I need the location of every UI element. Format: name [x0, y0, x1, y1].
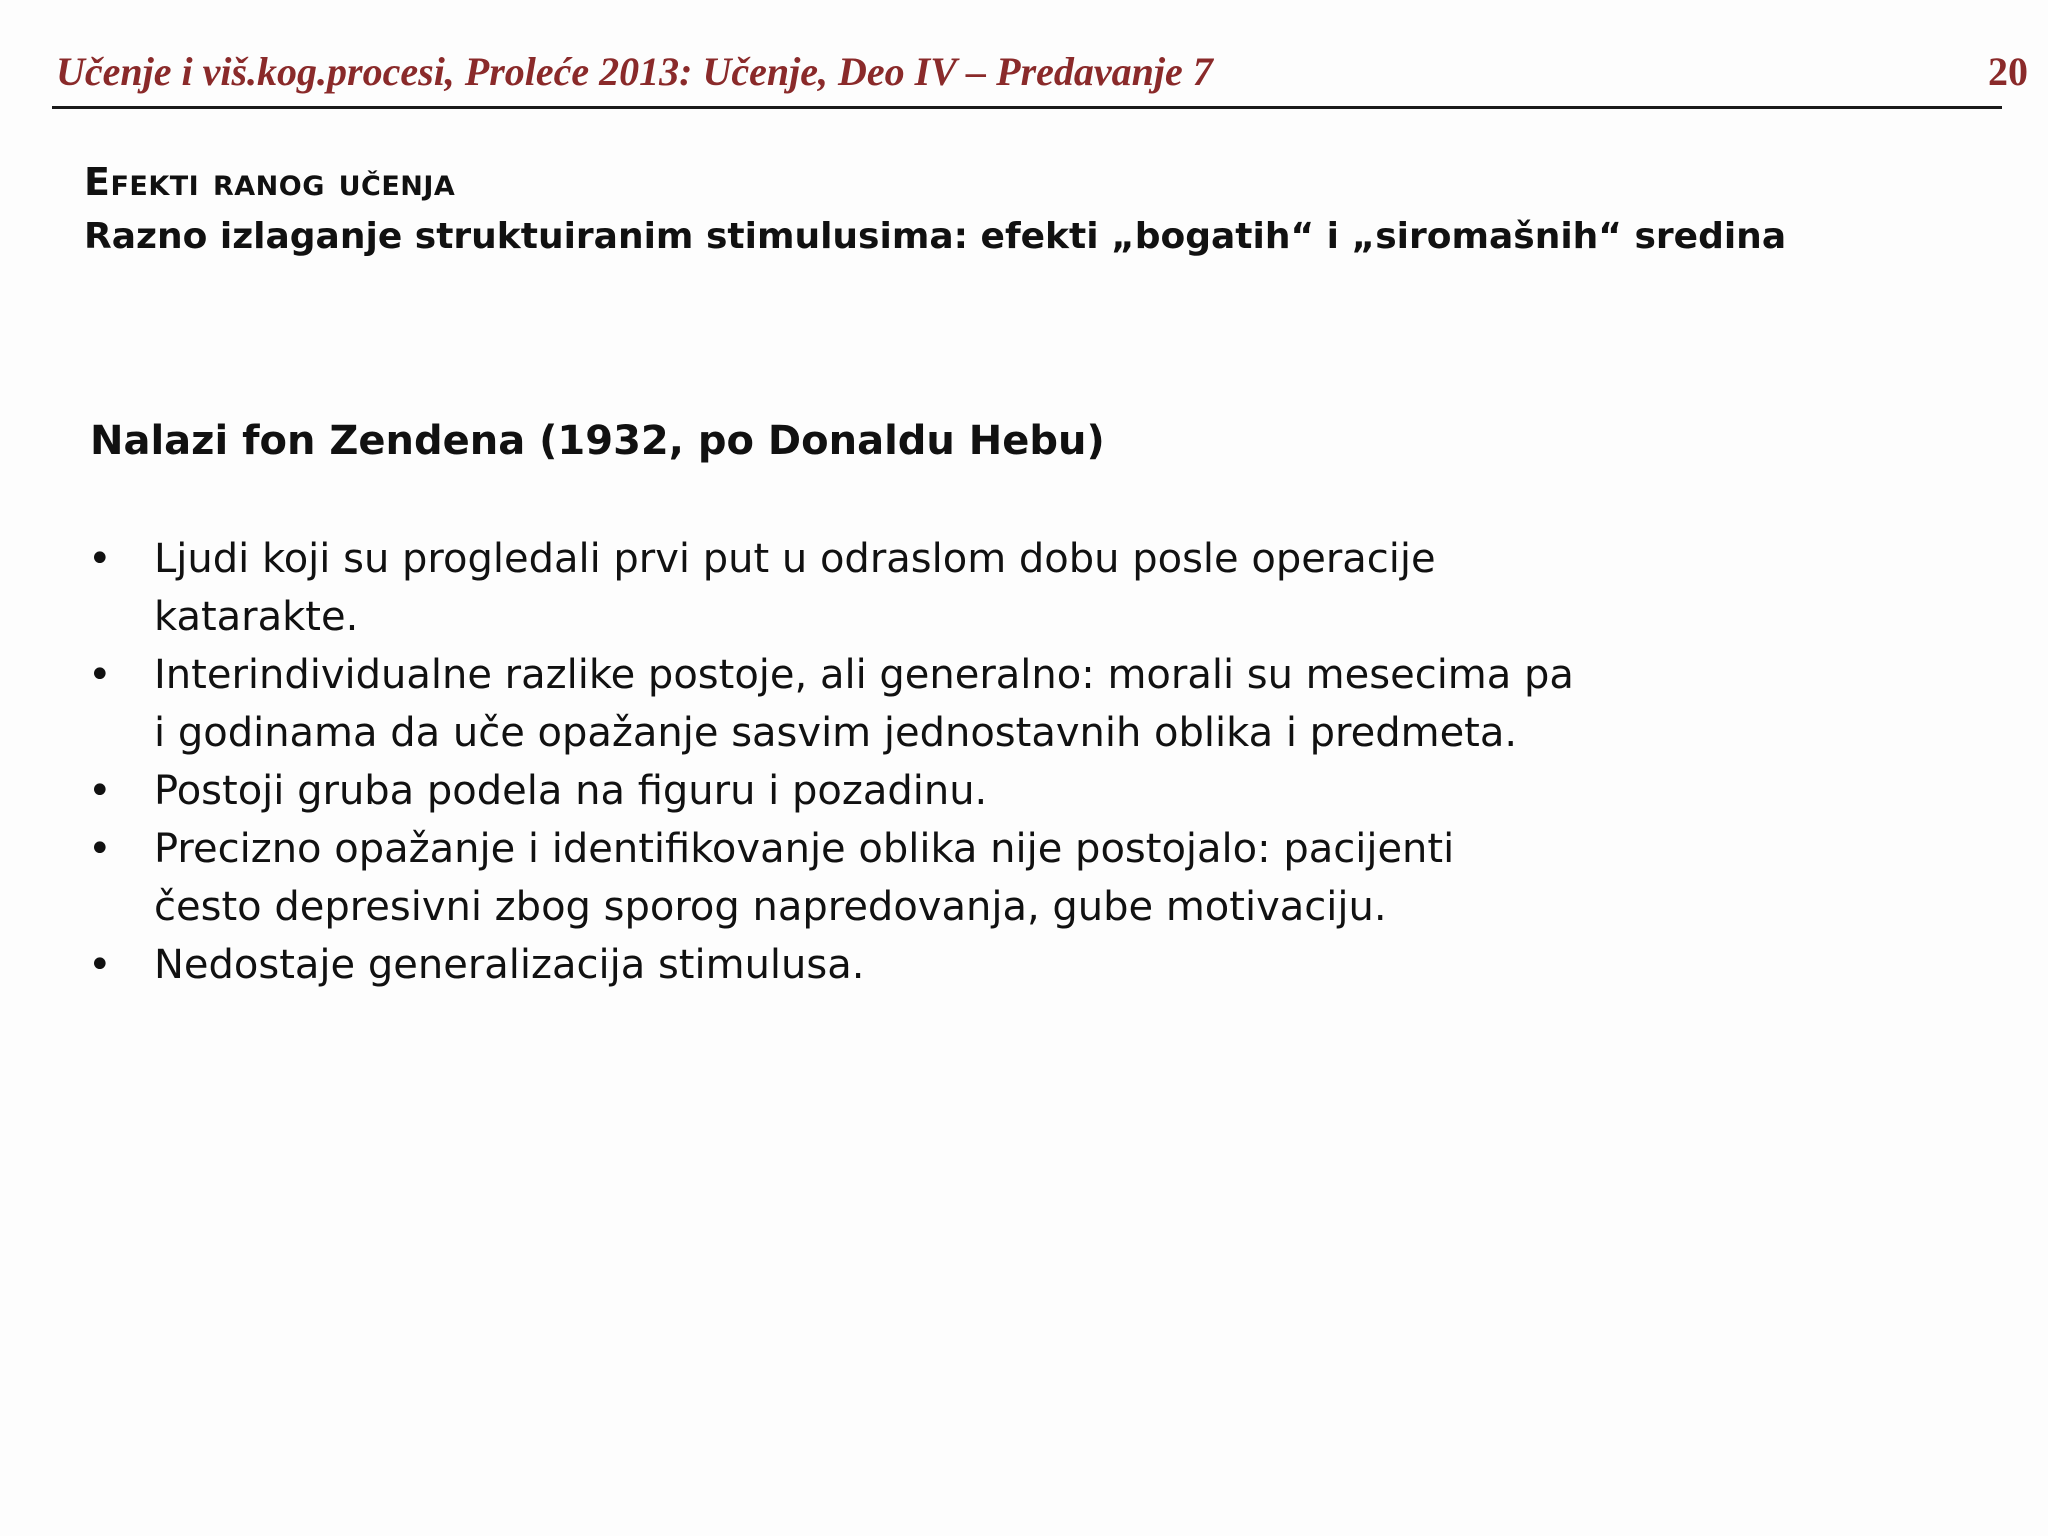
bullet-list [86, 530, 1586, 994]
bullet-icon: • [88, 768, 112, 814]
list-item [86, 820, 1586, 936]
bullet-text: Ljudi koji su progledali prvi put u odraslom dobu posle operacije [154, 536, 1436, 582]
bullet-icon: • [88, 942, 112, 988]
bullet-text: Interindividualne razlike postoje, ali generalno: morali su mesecima pa [154, 652, 1574, 698]
bullet-text: i godinama da uče opažanje sasvim jednostavnih oblika i predmeta. [154, 710, 1518, 756]
header-title: Učenje i viš.kog.procesi, Proleće 2013: Učenje, Deo IV – Predavanje 7 [56, 49, 1213, 94]
page-number: 20 [1988, 49, 2028, 94]
bullet-text: Postoji gruba podela na figuru i pozadinu. [154, 768, 988, 814]
list-item [86, 646, 1586, 762]
bullet-text: često depresivni zbog sporog napredovanja, gube motivaciju. [154, 884, 1387, 930]
bullet-icon: • [88, 536, 112, 582]
list-item [86, 530, 1586, 646]
slide-header [52, 44, 2028, 109]
bullet-text: Nedostaje generalizacija stimulusa. [154, 942, 865, 988]
section-subtitle: Razno izlaganje struktuiranim stimulusima: efekti „bogatih“ i „siromašnih“ sredina [84, 216, 1787, 257]
section-heading: Efekti ranog učenja [84, 160, 456, 204]
list-item [86, 936, 1586, 994]
list-item [86, 762, 1586, 820]
bullet-icon: • [88, 652, 112, 698]
bullet-icon: • [88, 826, 112, 872]
bullet-text: katarakte. [154, 594, 359, 640]
bullet-text: Precizno opažanje i identifikovanje oblika nije postojalo: pacijenti [154, 826, 1455, 872]
content-heading: Nalazi fon Zendena (1932, po Donaldu Hebu) [90, 418, 1105, 464]
